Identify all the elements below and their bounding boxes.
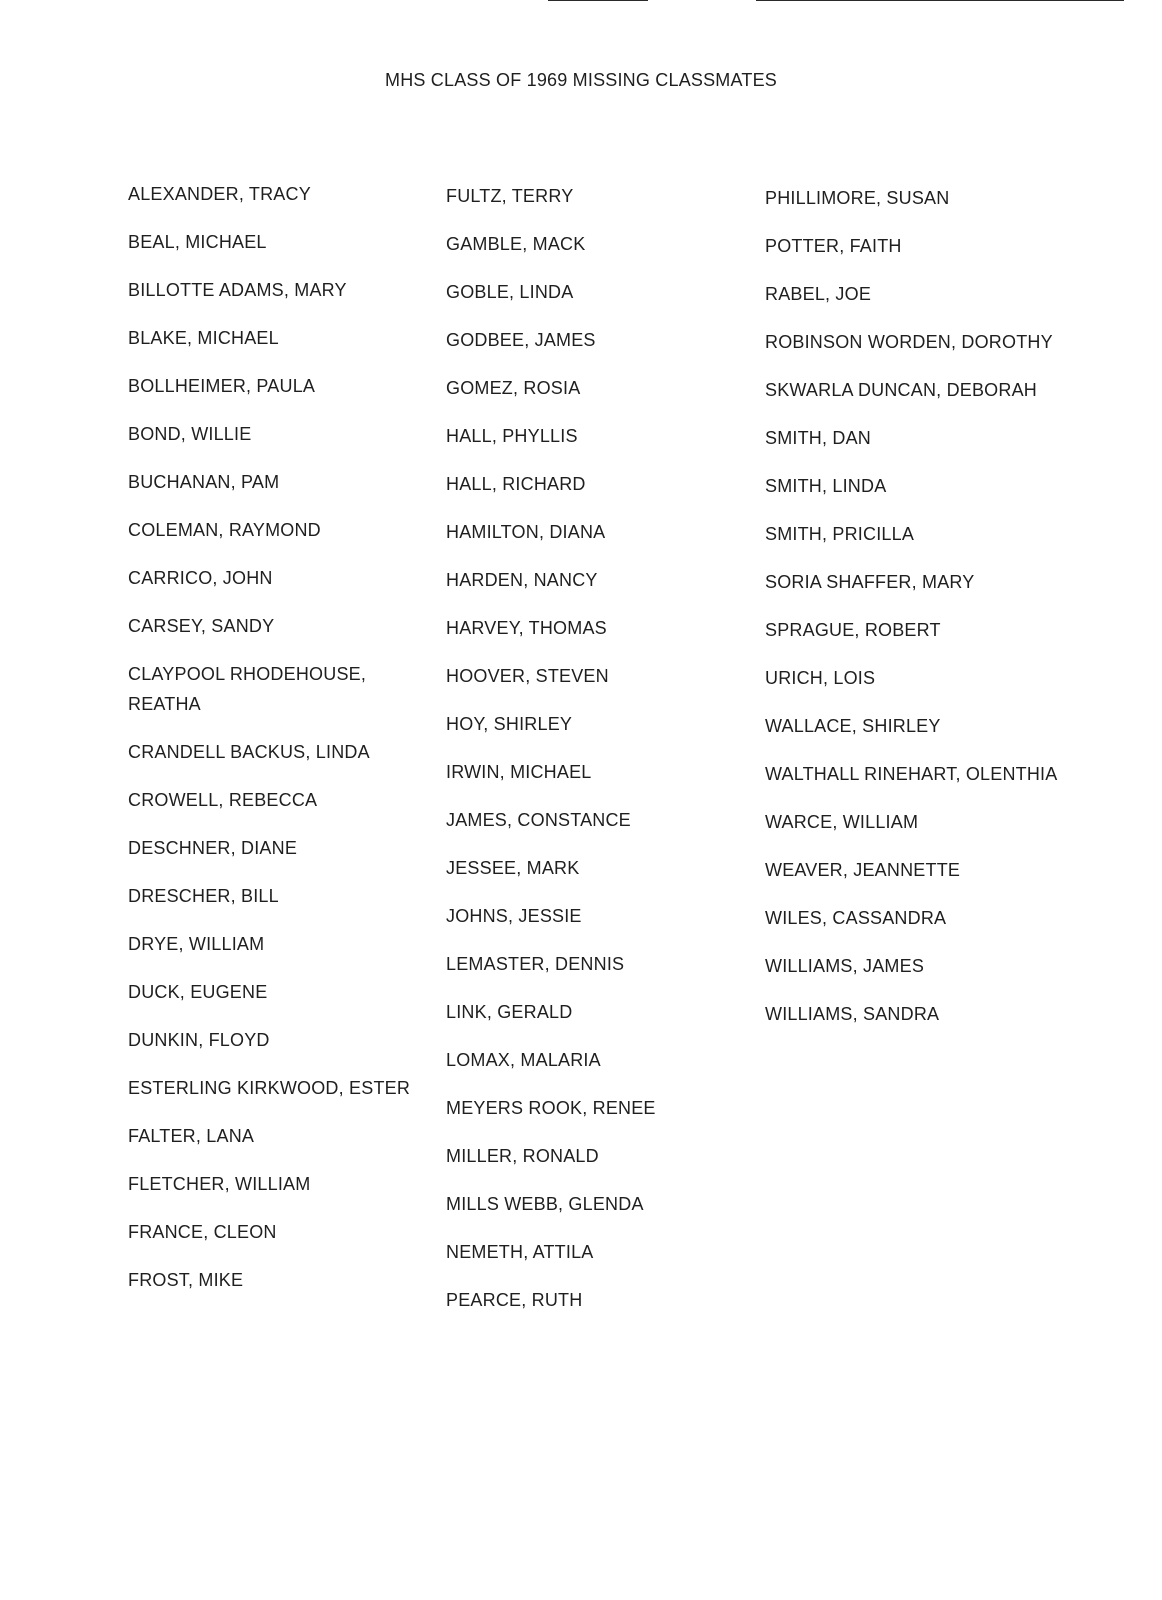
classmate-name: ROBINSON WORDEN, DOROTHY — [765, 332, 1053, 352]
classmate-name: ESTERLING KIRKWOOD, ESTER — [128, 1077, 411, 1098]
classmate-name: FROST, MIKE — [128, 1269, 244, 1290]
page-title: MHS CLASS OF 1969 MISSING CLASSMATES — [385, 70, 777, 90]
classmate-name: FRANCE, CLEON — [128, 1221, 277, 1242]
classmate-name: SKWARLA DUNCAN, DEBORAH — [765, 380, 1037, 400]
classmate-name: SMITH, PRICILLA — [765, 524, 915, 544]
classmate-name: MEYERS ROOK, RENEE — [446, 1098, 656, 1118]
classmate-name: DESCHNER, DIANE — [128, 837, 298, 858]
classmate-name: NEMETH, ATTILA — [446, 1242, 594, 1262]
classmate-name: DUCK, EUGENE — [128, 981, 268, 1002]
classmate-name: HOY, SHIRLEY — [446, 714, 573, 734]
classmate-name: DRYE, WILLIAM — [128, 933, 265, 954]
classmate-name: CARRICO, JOHN — [128, 568, 273, 588]
classmate-name: WILLIAMS, SANDRA — [765, 1004, 940, 1024]
classmate-name: HOOVER, STEVEN — [446, 666, 609, 686]
classmate-name: CROWELL, REBECCA — [128, 789, 318, 810]
classmate-name: JESSEE, MARK — [446, 858, 580, 878]
classmate-name: MILLER, RONALD — [446, 1146, 599, 1166]
classmate-name: COLEMAN, RAYMOND — [128, 520, 321, 540]
classmate-name: IRWIN, MICHAEL — [446, 762, 592, 782]
classmate-name: HALL, RICHARD — [446, 474, 586, 494]
classmate-name: LOMAX, MALARIA — [446, 1050, 601, 1070]
classmate-name: BEAL, MICHAEL — [128, 232, 267, 252]
classmate-name: FULTZ, TERRY — [446, 186, 574, 206]
classmate-name: LINK, GERALD — [446, 1002, 573, 1022]
classmate-name: URICH, LOIS — [765, 668, 876, 688]
classmate-name: HAMILTON, DIANA — [446, 522, 606, 542]
classmate-name: WILES, CASSANDRA — [765, 908, 947, 928]
classmate-name: BOND, WILLIE — [128, 424, 252, 444]
classmate-name: SPRAGUE, ROBERT — [765, 620, 941, 640]
classmate-name: FALTER, LANA — [128, 1125, 255, 1146]
classmate-name: RABEL, JOE — [765, 284, 872, 304]
scan-artifact-line — [756, 0, 1124, 1]
classmate-name: BILLOTTE ADAMS, MARY — [128, 280, 347, 300]
classmate-name: JAMES, CONSTANCE — [446, 810, 631, 830]
classmate-name: GOMEZ, ROSIA — [446, 378, 581, 398]
classmate-name: SMITH, DAN — [765, 428, 872, 448]
classmate-name: WEAVER, JEANNETTE — [765, 860, 961, 880]
names-column-1 — [128, 180, 428, 1314]
classmate-name: GAMBLE, MACK — [446, 234, 586, 254]
classmate-name: WARCE, WILLIAM — [765, 812, 919, 832]
classmate-name: PHILLIMORE, SUSAN — [765, 188, 950, 208]
classmate-name: ALEXANDER, TRACY — [128, 184, 311, 204]
classmate-name: DUNKIN, FLOYD — [128, 1029, 270, 1050]
classmate-name: PEARCE, RUTH — [446, 1290, 583, 1310]
classmate-name: GODBEE, JAMES — [446, 330, 596, 350]
classmate-name: WALTHALL RINEHART, OLENTHIA — [765, 764, 1058, 784]
scan-artifact-line — [548, 0, 648, 1]
classmate-name: HALL, PHYLLIS — [446, 426, 578, 446]
classmate-name: BOLLHEIMER, PAULA — [128, 376, 316, 396]
classmate-name: BUCHANAN, PAM — [128, 472, 280, 492]
classmate-name: GOBLE, LINDA — [446, 282, 574, 302]
classmate-name: SMITH, LINDA — [765, 476, 887, 496]
classmate-name: DRESCHER, BILL — [128, 885, 279, 906]
classmate-name: HARVEY, THOMAS — [446, 618, 607, 638]
classmate-name: CARSEY, SANDY — [128, 616, 275, 636]
classmate-name: HARDEN, NANCY — [446, 570, 598, 590]
classmate-name: LEMASTER, DENNIS — [446, 954, 625, 974]
classmate-name: JOHNS, JESSIE — [446, 906, 582, 926]
classmate-name: WILLIAMS, JAMES — [765, 956, 925, 976]
names-column-3 — [765, 184, 1065, 1048]
classmate-name: POTTER, FAITH — [765, 236, 902, 256]
classmate-name: BLAKE, MICHAEL — [128, 328, 279, 348]
classmate-name: WALLACE, SHIRLEY — [765, 716, 941, 736]
classmate-name: MILLS WEBB, GLENDA — [446, 1194, 644, 1214]
classmate-name: CLAYPOOL RHODEHOUSE, REATHA — [128, 664, 367, 714]
classmate-name: FLETCHER, WILLIAM — [128, 1173, 311, 1194]
names-column-2 — [446, 182, 746, 1334]
classmate-name: SORIA SHAFFER, MARY — [765, 572, 975, 592]
classmate-name: CRANDELL BACKUS, LINDA — [128, 741, 370, 762]
